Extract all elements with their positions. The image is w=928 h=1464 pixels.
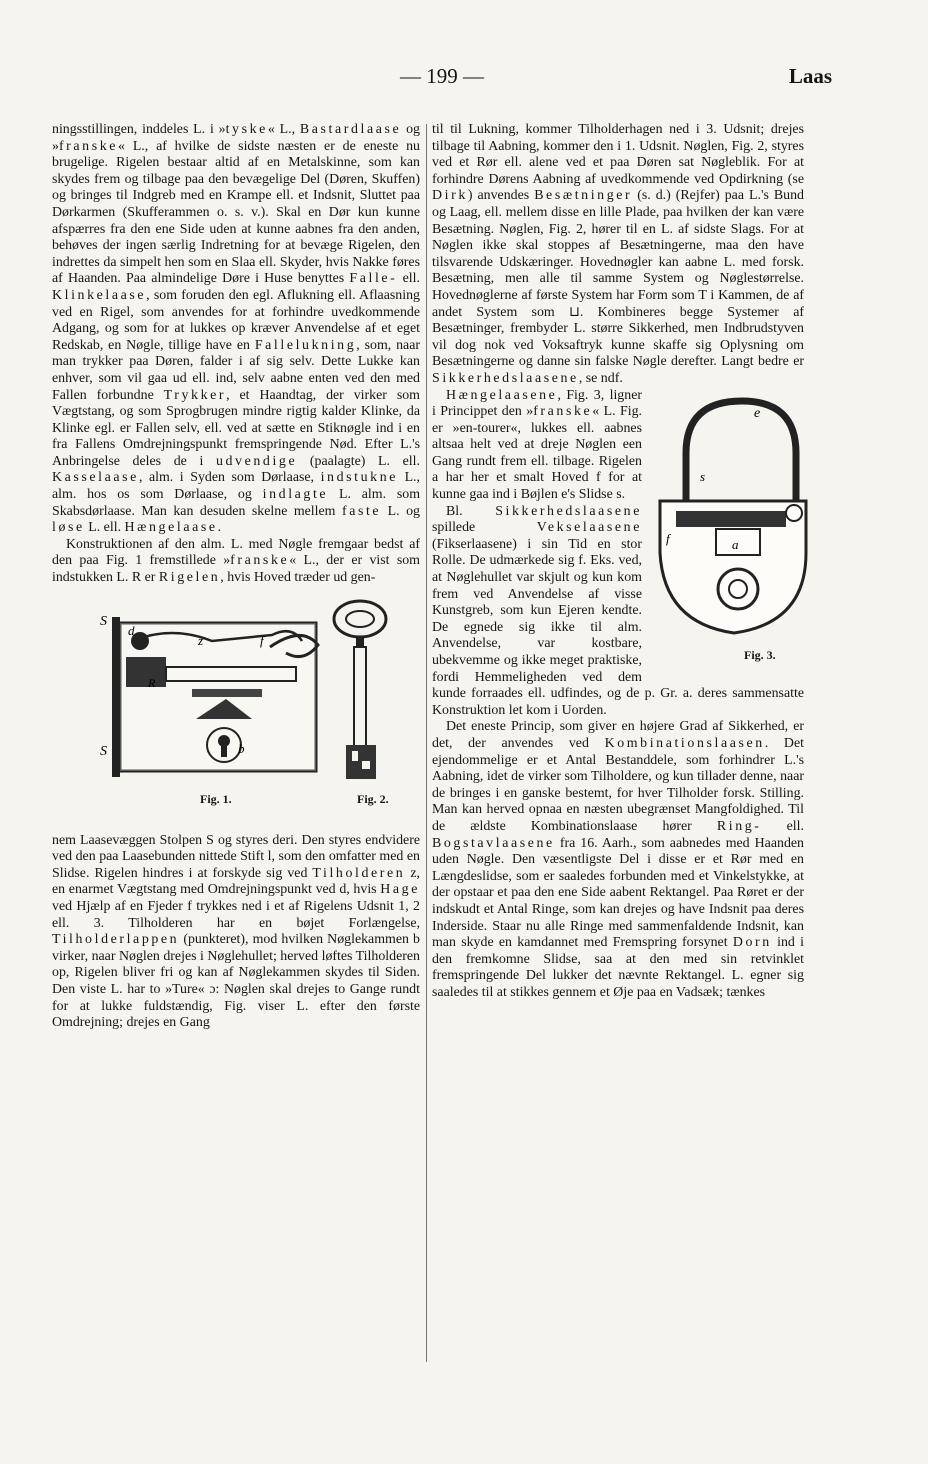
label-R: R [148, 675, 156, 690]
paragraph-construction: Konstruktionen af den alm. L. med Nøgle fremgaar bedst af den paa Fig. 1 fremstillede »franske« L., der er vist som indstukken L. R er Rigelen, hvis Hoved træder ud gen- [52, 536, 420, 586]
padlock-illustration [646, 383, 810, 645]
fig3-bolt-a [676, 511, 786, 527]
label-f3: f [666, 530, 670, 546]
fig2-caption: Fig. 2. [357, 791, 389, 806]
fig3-shackle-e [686, 401, 796, 501]
lock-and-key-illustration [92, 595, 392, 789]
running-headword: Laas [788, 64, 832, 88]
paragraph-padlocks: Hængelaasene, Fig. 3, ligner i Princippet den »franske« L. Fig. er »en-tourer«, lukkes ell. aabnes altsaa helt ved at dreje Nøglen een Gang rundt frem ell. tilbage. Rigelen a har her et smalt Hoved f for at kunne gaa ind i Bøjlen e's Slidse s. [432, 387, 643, 503]
paragraph-combination-locks: Det eneste Princip, som giver en højere Grad af Sikkerhed, er det, der anvendes ved Kombinationslaasen. Det ejendommelige er et Antal Bestanddele, som forhindrer L.'s Aabning, idet de virker som Tilholdere, og kun tillader denne, naar de bringes i en ganske bestemt, for hver Tilholder forsk. Stilling. Man kan herved opnaa en næsten ubegrænset Mangfoldighed. Til de ældste Kombinationslaase hører Ring- ell. Bogstavlaasene fra 16. Aarh., som aabnedes med Haanden uden Nøgle. Den væsentligste Del i disse er et Rør med en Længdeslidse, som er saaledes forbunden med et Vinkelstykke, at der opstaar et paa den ene Side aabent Rektangel. Paa Røret er der indskudt et Antal Ringe, som kan drejes og have Indsnit paa deres Inderside. Staar nu alle Ringe med sammenfaldende Indsnit, kan man skyde en kamdannet med Fremspring forsynet Dorn ind i den fremkomne Slidse, saa at den med sin retvinklet fremspringende Del lukker det nævnte Rektangel. L. egner sig saaledes til at stikkes gennem et Øje paa en Vadsæk; tænkes [432, 719, 804, 1000]
fig1-bolt-head [126, 657, 166, 687]
left-column [52, 122, 420, 1032]
page-header [40, 64, 832, 98]
figure-1-2 [52, 595, 420, 825]
paragraph-wards: til til Lukning, kommer Tilholderhagen ned i 3. Udsnit; drejes tilbage til Aabning, kommer den i 1. Udsnit. Nøglen, Fig. 2, styres ved et Rør ell. alene ved et paa Døren sat Nøgleblik. For at forhindre Dørens Aabning af uvedkommende ved Opdirkning (se Dirk) anvendes Besætninger (s. d.) (Rejfer) paa L.'s Bund og Laag, ell. mellem disse en lille Plade, paa hvilken der kan være Besætning. Nøglen, Fig. 2, hører til en L. af sidste Slags. For at Nøglen ikke skal stoppes af Besætningerne, maa den have tilsvarende Udskæringer. Hovednøgler kan aabne L. med forsk. Besætning, men alle til samme System og Nøglestørrelse. Hovednøglerne af første System har Form som T i Kammen, de af andet System som ⊔. Kombineres begge Systemer af Besætninger, frembyder L. større Sikkerhed, men Indbrudstyven vil dog nok ved Voksaftryk kunne skaffe sig Oplysning om Besætningerne og danne sin falske Nøgle derefter. Langt bedre er e s f a Fig. 3. Sikkerhedslaasene, se ndf. [432, 122, 804, 388]
label-S-bottom: S [100, 743, 107, 759]
label-f: f [260, 632, 264, 648]
fig3-caption: Fig. 3. [744, 647, 776, 662]
fig1-caption: Fig. 1. [200, 791, 232, 806]
right-column [432, 122, 804, 1001]
label-z: z [198, 632, 204, 648]
column-divider [426, 124, 427, 1362]
label-e: e [754, 405, 761, 421]
label-a: a [732, 536, 739, 552]
label-d: d [128, 622, 135, 638]
label-S-top: S [100, 613, 107, 629]
paragraph-tumbler: nem Laasevæggen Stolpen S og styres deri. Den styres endvidere ved den paa Laasebunden nittede Stift l, som den omfatter med en Slidse. Rigelen hindres i at forskyde sig ved Tilholderen z, en enarmet Vægtstang med Omdrejningspunkt ved d, hvis Hage ved Hjælp af en Fjeder f trykkes ned i et af Rigelens Udsnit 1, 2 ell. 3. Tilholderen har en bøjet Forlængelse, Tilholderlappen (punkteret), mod hvilken Nøglekammen b virker, naar Nøglen drejes i Nøglehullet; herved løftes Tilholderen op, Rigelen bliver fri og kan af Nøglekammen skydes til Siden. Den viste L. har to »Ture« ɔ: Nøglen skal drejes to Gange rundt for at lukke fuldstændig, Fig. viser L. efter den første Omdrejning; drejes en Gang [52, 832, 420, 1031]
fig1-stud [192, 689, 262, 697]
label-b: b [238, 740, 245, 756]
label-s: s [700, 468, 706, 484]
fig2-key [334, 601, 386, 779]
page-number: — 199 — [400, 64, 484, 88]
paragraph-lock-types: ningsstillingen, inddeles L. i »tyske« L., Bastardlaase og »franske« L., af hvilke de sidste næsten er de eneste nu brugelige. Rigelen bestaar altid af en Metalskinne, som kan skydes frem og tilbage paa den bevægelige Del (Døren, Skuffen) og bringes til Indgreb med en Krampe ell. et Indsnit, Sluttet paa Dørkarmen (Skufferammen o. s. v.). Skal en Dør kun kunne afspærres fra den ene Side uden at kunne aabnes fra den anden, behøves der ingen særlig Indretning for at bevæge Rigelen, den indrettes da simpelt hen som en Slaa ell. Skyder, hvis Nakke føres af Haanden. Paa almindelige Døre i Huse benyttes Falle- ell. Klinkelaase, som foruden den egl. Aflukning ell. Aflaasning ved en Rigel, som anvendes for at forhindre uvedkommende Adgang, og som for at lukkes op kræver Anvendelse af et eget Redskab, en Nøgle, tillige have en Fallelukning, som, naar man trykker paa Døren, falder i af sig selv. Dette Lukke kan enhver, som vil gaa ud ell. ind, selv aabne enten ved den med Fallen forbundne Trykker, et Haandtag, der virker som Vægtstang, og som Sprogbrugen mindre rigtig kalder Klinke, da Klinke egl. er Fallen selv, ell. ved at sætte en Stiknøgle ind i en fra Fallens Omdrejningspunkt fremspringende Nød. Efter L.'s Anbringelse deles de i udvendige (paalagte) L. ell. Kasselaase, alm. i Syden som Dørlaase, indstukne L., alm. hos os som Dørlaase, og indlagte L. alm. som Skabsdørlaase. Man kan desuden skelne mellem faste L. og løse L. ell. Hængelaase. [52, 122, 421, 536]
paragraph-safety-locks: Bl. Sikkerhedslaasene spillede Vekselaasene (Fikserlaasene) i sin Tid en stor Rolle. De udmærkede sig f. Eks. ved, at Nøglehullet var skjult og kun kom frem ved Anvendelse af visse Kunstgreb, som kun Ejeren kendte. De egnede sig ikke til alm. Anvendelse, var kostbare, ubekvemme og ikke meget praktiske, fordi Hemmeligheden ved dem kunde forraades ell. udfindes, og de p. Gr. a. deres sammensatte Konstruktion let kom i Uorden. [432, 503, 804, 718]
figure-3 [646, 383, 810, 673]
